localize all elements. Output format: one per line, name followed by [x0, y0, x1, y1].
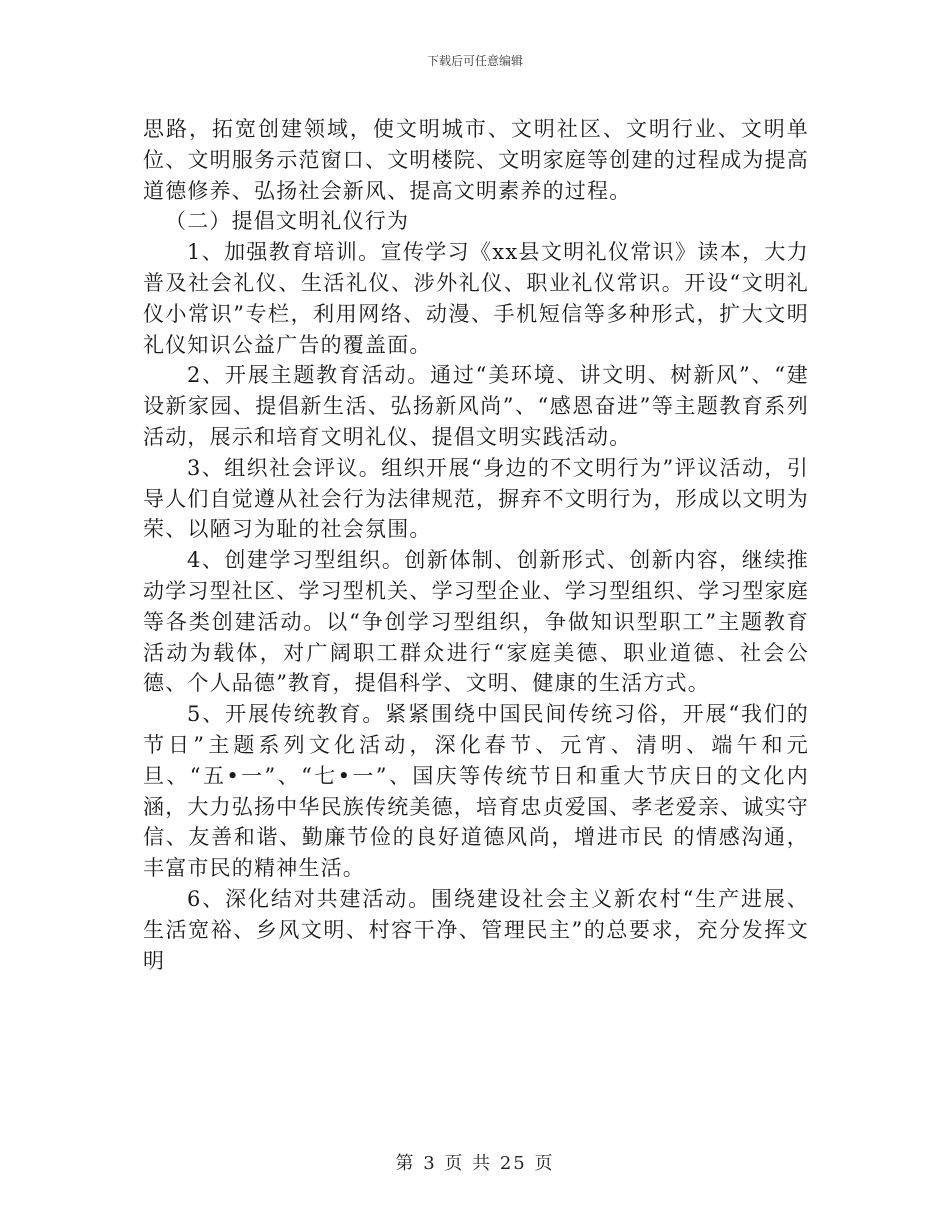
paragraph-item-6: 6、深化结对共建活动。围绕建设社会主义新农村“生产进展、生活宽裕、乡风文明、村容干净、管理民主”的总要求，充分发挥文明 [143, 886, 809, 973]
paragraph-item-5: 5、开展传统教育。紧紧围绕中国民间传统习俗，开展“我们的节日”主题系列文化活动，深化春节、元宵、清明、端午和元旦、“五•一”、“七•一”、国庆等传统节日和重大节庆日的文化内涵，大力弘扬中华民族传统美德，培育忠贞爱国、孝老爱亲、诚实守信、友善和谐、勤廉节俭的良好道德风尚，增进市民 的情感沟通，丰富市民的精神生活。 [143, 702, 809, 881]
paragraph-item-2: 2、开展主题教育活动。通过“美环境、讲文明、树新风”、“建设新家园、提倡新生活、弘扬新风尚”、“感恩奋进”等主题教育系列活动，展示和培育文明礼仪、提倡文明实践活动。 [143, 363, 809, 449]
document-body [143, 114, 809, 976]
section-heading: （二）提倡文明礼仪行为 [165, 209, 410, 234]
paragraph-continuation: 思路，拓宽创建领域，使文明城市、文明社区、文明行业、文明单位、文明服务示范窗口、文明楼院、文明家庭等创建的过程成为提高道德修养、弘扬社会新风、提高文明素养的过程。 [143, 117, 809, 203]
paragraph-item-4: 4、创建学习型组织。创新体制、创新形式、创新内容，继续推动学习型社区、学习型机关、学习型企业、学习型组织、学习型家庭等各类创建活动。以“争创学习型组织，争做知识型职工”主题教育活动为载体，对广阔职工群众进行“家庭美德、职业道德、社会公德、个人品德”教育，提倡科学、文明、健康的生活方式。 [143, 548, 809, 696]
page-number: 第 3 页 共 25 页 [395, 1153, 555, 1174]
page-header-note: 下载后可任意编辑 [426, 54, 523, 68]
paragraph-item-1: 1、加强教育培训。宣传学习《xx县文明礼仪常识》读本，大力普及社会礼仪、生活礼仪、涉外礼仪、职业礼仪常识。开设“文明礼仪小常识”专栏，利用网络、动漫、手机短信等多种形式，扩大文明礼仪知识公益广告的覆盖面。 [143, 240, 809, 357]
paragraph-item-3: 3、组织社会评议。组织开展“身边的不文明行为”评议活动，引导人们自觉遵从社会行为法律规范，摒弃不文明行为，形成以文明为荣、以陋习为耻的社会氛围。 [143, 455, 809, 542]
